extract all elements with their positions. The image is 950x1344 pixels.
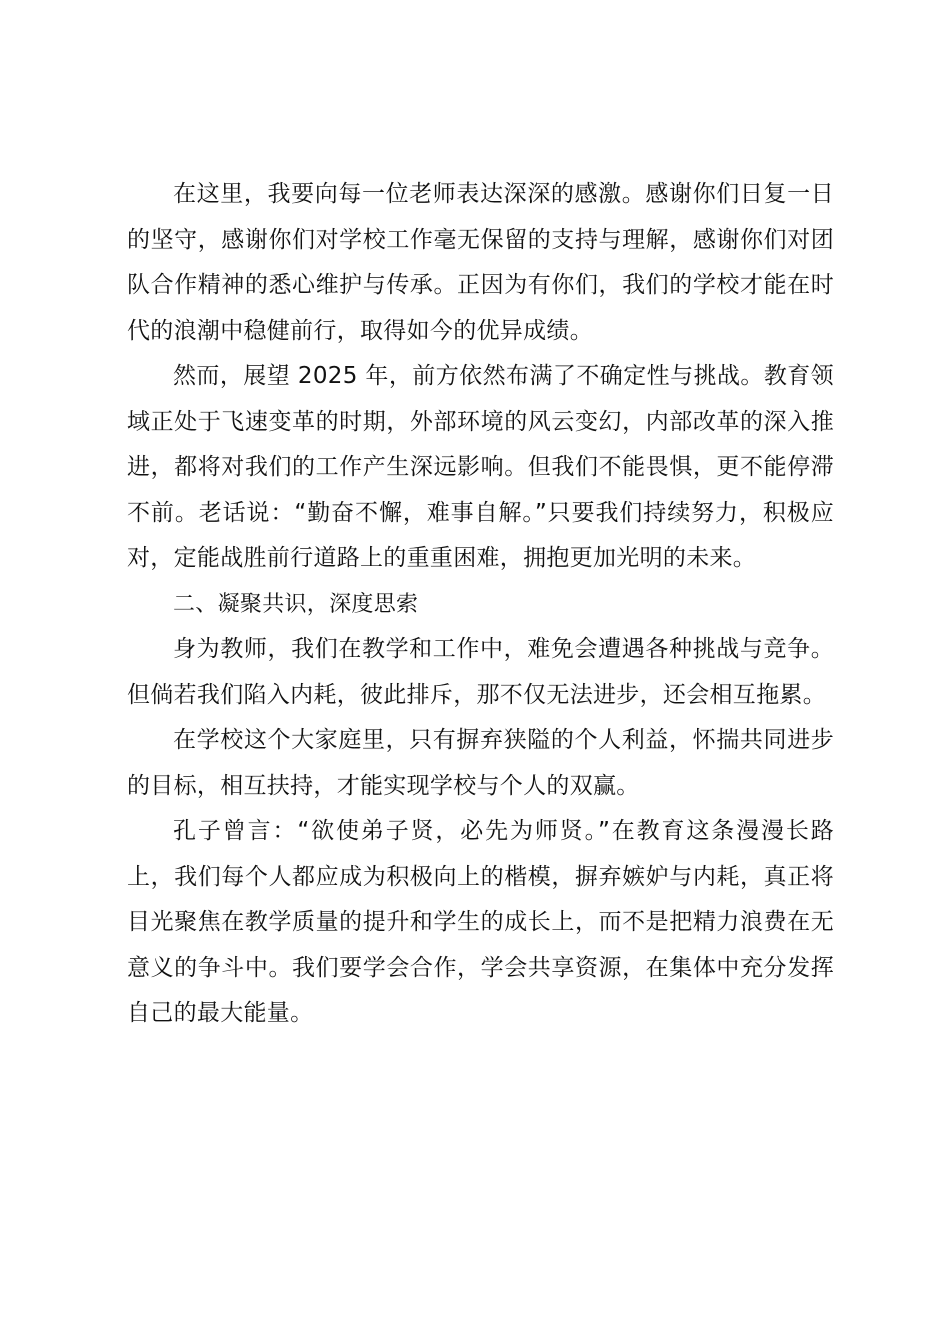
- paragraph-gratitude: 在这里，我要向每一位老师表达深深的感激。感谢你们日复一日的坚守，感谢你们对学校工作毫无保留的支持与理解，感谢你们对团队合作精神的悉心维护与传承。正因为有你们，我们的学校才能在时代的浪潮中稳健前行，取得如今的优异成绩。: [127, 181, 834, 344]
- paragraph-school-family: 在学校这个大家庭里，只有摒弃狭隘的个人利益，怀揣共同进步的目标，相互扶持，才能实现学校与个人的双赢。: [127, 727, 834, 799]
- paragraph-challenges: 然而，展望 2025 年，前方依然布满了不确定性与挑战。教育领域正处于飞速变革的时期，外部环境的风云变幻，内部改革的深入推进，都将对我们的工作产生深远影响。但我们不能畏惧，更不能停滞不前。老话说：“勤奋不懈，难事自解。”只要我们持续努力，积极应对，定能战胜前行道路上的重重困难，拥抱更加光明的未来。: [127, 363, 834, 571]
- section-heading: 二、凝聚共识，深度思索: [173, 591, 419, 617]
- document-body: [127, 172, 834, 1037]
- paragraph-confucius: 孔子曾言：“欲使弟子贤，必先为师贤。”在教育这条漫漫长路上，我们每个人都应成为积极向上的楷模，摒弃嫉妒与内耗，真正将目光聚焦在教学质量的提升和学生的成长上，而不是把精力浪费在无意义的争斗中。我们要学会合作，学会共享资源，在集体中充分发挥自己的最大能量。: [127, 818, 834, 1026]
- paragraph-internal-friction: 身为教师，我们在教学和工作中，难免会遭遇各种挑战与竞争。但倘若我们陷入内耗，彼此排斥，那不仅无法进步，还会相互拖累。: [127, 636, 834, 708]
